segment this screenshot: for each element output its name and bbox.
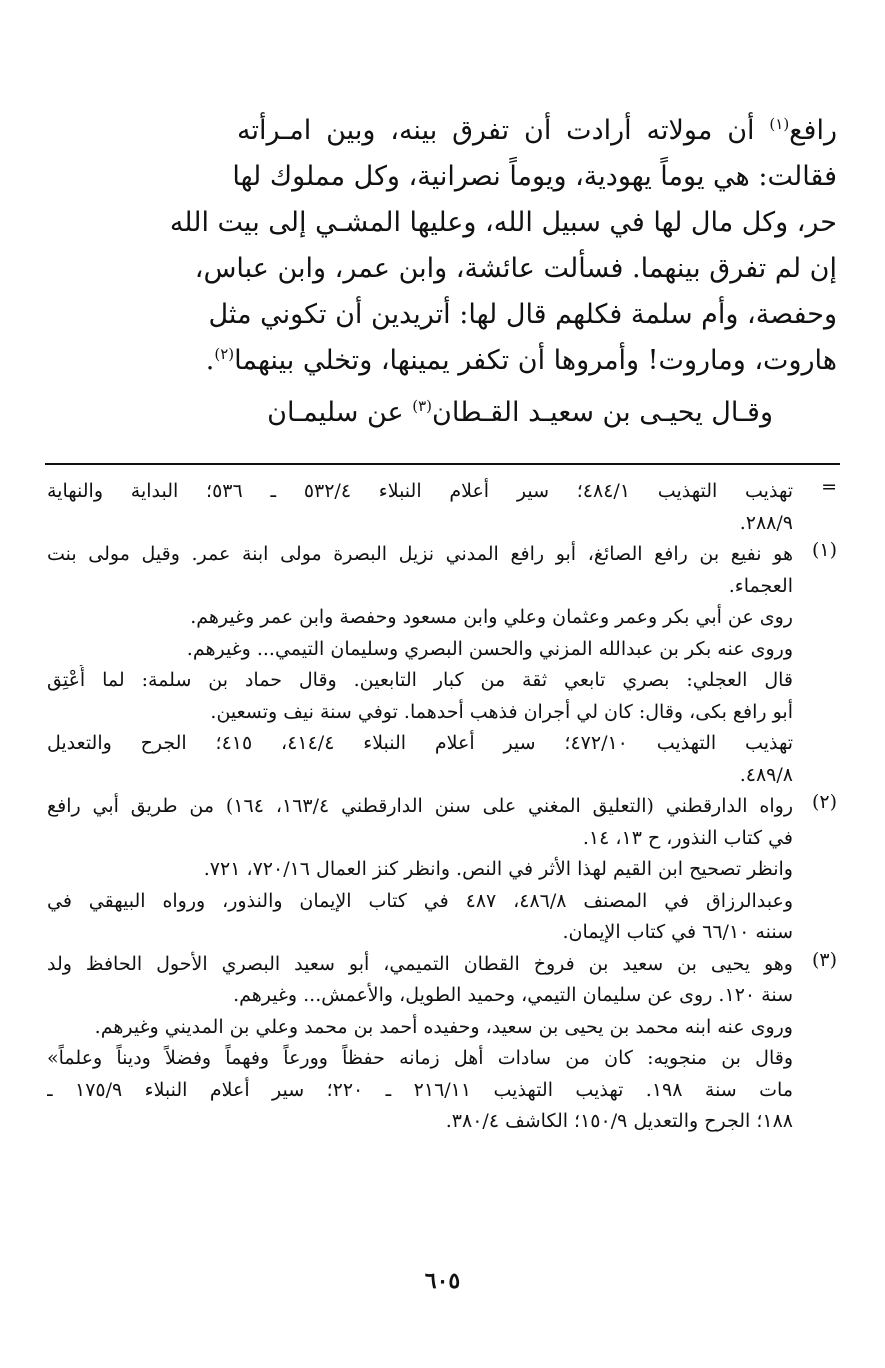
footnote-paragraph [47, 665, 793, 728]
footnote-paragraph [47, 634, 793, 666]
footnote-paragraph [47, 1043, 793, 1138]
main-text-line: رافع$^{(١)}$ أن مولاته أرادت أن تفرق بينه، وبين امـرأته [237, 115, 837, 146]
footnote-ref[interactable]: (٢) [214, 345, 235, 363]
footnote-number: (٣) [811, 948, 837, 971]
footnote-line: وروى عنه ابنه محمد بن يحيى بن سعيد، وحفيده أحمد بن محمد وعلي بن المديني وغيرهم. [94, 1015, 793, 1038]
footnote-line: تهذيب التهذيب ٤٧٢/١٠؛ سير أعلام النبلاء ٤١٤/٤، ٤١٥؛ الجرح والتعديل [47, 732, 793, 754]
footnote-line: ١٨٨؛ الجرح والتعديل ١٥٠/٩؛ الكاشف ٣٨٠/٤. [445, 1110, 793, 1132]
footnote-ref[interactable]: (٣) [412, 397, 433, 415]
footnote-separator [45, 463, 840, 465]
footnotes-section [47, 476, 837, 1138]
footnote-line: وهو يحيى بن سعيد بن فروخ القطان التميمي، أبو سعيد البصري الأحول الحافظ ولد [47, 952, 793, 975]
footnote-line: في كتاب النذور، ح ١٣، ١٤. [582, 826, 793, 849]
footnote-paragraph [47, 854, 793, 886]
main-text-line: هاروت، وماروت! وأمروها أن تكفر يمينها، وتخلي بينهما$^{(٢)}$. [205, 345, 837, 376]
footnote-line: قال العجلي: بصري تابعي ثقة من كبار التابعين. وقال حماد بن سلمة: لما أُعْتِق [47, 669, 793, 691]
footnote-line: ٢٨٨/٩. [739, 511, 793, 534]
footnote-paragraph [47, 728, 793, 791]
footnote-line: سنة ١٢٠. روى عن سليمان التيمي، وحميد الطويل، والأعمش... وغيرهم. [233, 984, 793, 1006]
footnote-number: = [821, 476, 837, 498]
footnote-line: أبو رافع بكى، وقال: كان لي أجران فذهب أحدهما. توفي سنة نيف وتسعين. [210, 700, 793, 723]
footnote-ref[interactable]: (١) [769, 115, 790, 133]
footnote-line: وانظر تصحيح ابن القيم لهذا الأثر في النص. وانظر كنز العمال ٧٢٠/١٦، ٧٢١. [203, 858, 793, 880]
footnote-line: وروى عنه بكر بن عبدالله المزني والحسن البصري وسليمان التيمي... وغيرهم. [186, 637, 793, 660]
footnote-line: تهذيب التهذيب ٤٨٤/١؛ سير أعلام النبلاء ٥٣٢/٤ ـ ٥٣٦؛ البداية والنهاية [47, 480, 793, 502]
footnote-line: ٤٨٩/٨. [739, 763, 793, 786]
footnote-continuation [47, 476, 837, 539]
main-text-line: حر، وكل مال لها في سبيل الله، وعليها المشـي إلى بيت الله [169, 207, 837, 238]
footnote-paragraph [47, 886, 793, 949]
main-text-line: إن لم تفرق بينهما. فسألت عائشة، وابن عمر، وابن عباس، [194, 253, 837, 284]
footnote-line: وعبدالرزاق في المصنف ٤٨٦/٨، ٤٨٧ في كتاب الإيمان والنذور، ورواه البيهقي في [47, 889, 793, 912]
footnote-paragraph [47, 602, 793, 634]
footnote-line: روى عن أبي بكر وعمر وعثمان وعلي وابن مسعود وحفصة وابن عمر وغيرهم. [190, 606, 793, 628]
footnote-2 [47, 791, 837, 949]
main-text-block [169, 108, 837, 436]
footnote-line: هو نفيع بن رافع الصائغ، أبو رافع المدني نزيل البصرة مولى ابنة عمر. وقيل مولى بنت [47, 543, 793, 565]
footnote-line: وقال بن منجويه: كان من سادات أهل زمانه حفظاً وورعاً وفهماً وفضلاً وديناً وعلماً» [47, 1047, 793, 1069]
footnote-number: (٢) [811, 791, 837, 813]
page-number: ٦٠٥ [424, 1268, 461, 1294]
footnote-line: سننه ٦٦/١٠ في كتاب الإيمان. [562, 921, 793, 943]
footnote-line: العجماء. [728, 574, 793, 597]
footnote-paragraph [47, 1012, 793, 1044]
main-text-line: فقالت: هي يوماً يهودية، ويوماً نصرانية، وكل مملوك لها [232, 161, 837, 192]
footnote-3 [47, 949, 837, 1138]
footnote-line: رواه الدارقطني (التعليق المغني على سنن الدارقطني ١٦٣/٤، ١٦٤) من طريق أبي رافع [47, 795, 793, 817]
footnote-number: (١) [811, 539, 837, 561]
footnote-1 [47, 539, 837, 791]
footnote-line: مات سنة ١٩٨. تهذيب التهذيب ٢١٦/١١ ـ ٢٢٠؛ سير أعلام النبلاء ١٧٥/٩ ـ [47, 1078, 793, 1101]
main-text-line: وحفصة، وأم سلمة فكلهم قال لها: أتريدين أن تكوني مثل [208, 299, 837, 330]
main-text-line: وقـال يحيـى بن سعيـد القـطان$^{(٣)}$ عن سليمـان [267, 397, 773, 428]
